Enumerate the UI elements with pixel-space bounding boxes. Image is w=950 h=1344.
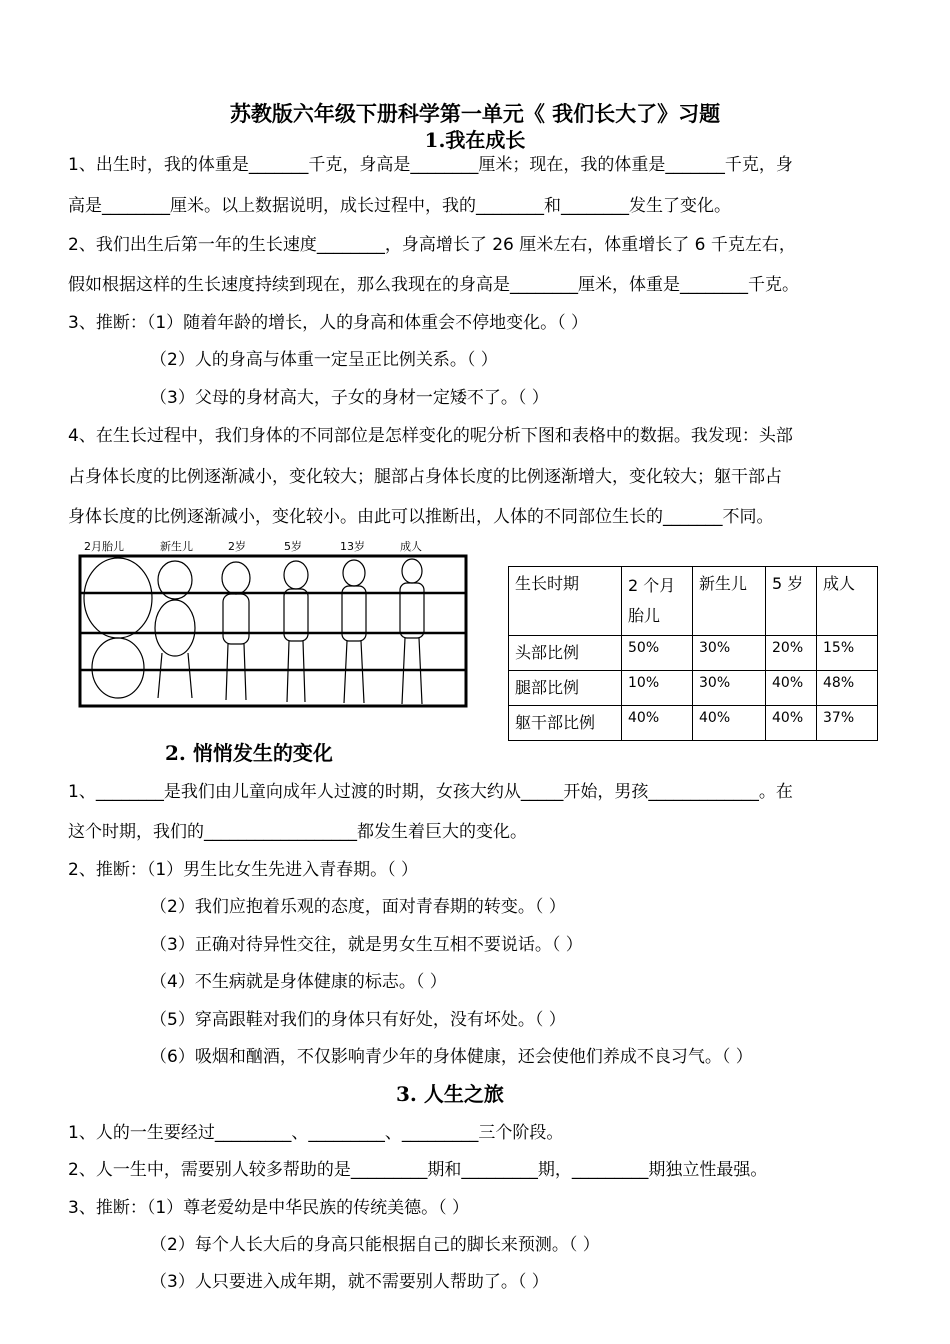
s3-line-5: （3）人只要进入成年期，就不需要别人帮助了。（ ） [150, 1272, 549, 1292]
s2-line-4: （2）我们应抱着乐观的态度，面对青春期的转变。（ ） [150, 897, 566, 917]
s2-line-1: 1、________是我们由儿童向成年人过渡的时期，女孩大约从_____开始，男孩_____________。在 [68, 782, 793, 802]
table-cell: 50% [622, 636, 693, 671]
table-cell: 40% [693, 706, 766, 741]
fig-label-2y: 2岁 [228, 540, 246, 553]
fig-label-13y: 13岁 [340, 540, 365, 553]
body-proportion-figure [78, 538, 470, 710]
s1-line-5: 3、推断：（1）随着年龄的增长，人的身高和体重会不停地变化。（ ） [68, 313, 589, 333]
table-cell: 躯干部比例 [509, 706, 622, 741]
table-row [509, 636, 878, 671]
s2-line-3: 2、推断：（1）男生比女生先进入青春期。（ ） [68, 860, 419, 880]
s3-line-1: 1、人的一生要经过_________、_________、_________三个阶段。 [68, 1123, 564, 1143]
fig-label-adult: 成人 [400, 540, 422, 553]
table-cell: 腿部比例 [509, 671, 622, 706]
s3-line-3: 3、推断：（1）尊老爱幼是中华民族的传统美德。（ ） [68, 1198, 470, 1218]
fig-label-fetus: 2月胎儿 [84, 540, 124, 553]
s1-line-4: 假如根据这样的生长速度持续到现在，那么我现在的身高是________厘米，体重是________千克。 [68, 275, 799, 295]
page-title: 苏教版六年级下册科学第一单元《 我们长大了》习题 [229, 101, 721, 126]
table-header: 生长时期 [509, 567, 622, 636]
section-1-heading: 1.我在成长 [424, 128, 526, 152]
growth-proportion-table [508, 566, 878, 741]
section-3-heading: 3. 人生之旅 [396, 1082, 504, 1106]
s1-line-7: （3）父母的身材高大，子女的身材一定矮不了。（ ） [150, 388, 549, 408]
s1-line-6: （2）人的身高与体重一定呈正比例关系。（ ） [150, 350, 498, 370]
fig-label-5y: 5岁 [284, 540, 302, 553]
fig-label-newborn: 新生儿 [160, 540, 193, 553]
s1-line-10: 身体长度的比例逐渐减小，变化较小。由此可以推断出，人体的不同部位生长的_______不同。 [68, 507, 774, 527]
s1-line-3: 2、我们出生后第一年的生长速度________，身高增长了 26 厘米左右，体重增长了 6 千克左右， [68, 235, 796, 255]
table-header: 5 岁 [766, 567, 817, 636]
table-cell: 30% [693, 636, 766, 671]
s1-line-9: 占身体长度的比例逐渐减小，变化较大；腿部占身体长度的比例逐渐增大，变化较大；躯干部占 [68, 467, 782, 487]
s3-line-2: 2、人一生中，需要别人较多帮助的是_________期和_________期，_________期独立性最强。 [68, 1160, 768, 1180]
table-header: 新生儿 [693, 567, 766, 636]
table-cell: 30% [693, 671, 766, 706]
s3-line-4: （2）每个人长大后的身高只能根据自己的脚长来预测。（ ） [150, 1235, 600, 1255]
table-cell: 40% [766, 706, 817, 741]
table-cell: 20% [766, 636, 817, 671]
table-header: 成人 [817, 567, 878, 636]
table-row [509, 671, 878, 706]
s1-line-8: 4、在生长过程中，我们身体的不同部位是怎样变化的呢分析下图和表格中的数据。我发现：头部 [68, 426, 793, 446]
s2-line-5: （3）正确对待异性交往，就是男女生互相不要说话。（ ） [150, 935, 583, 955]
table-cell: 48% [817, 671, 878, 706]
table-row [509, 706, 878, 741]
table-header-row [509, 567, 878, 636]
table-cell: 37% [817, 706, 878, 741]
table-cell: 40% [766, 671, 817, 706]
s1-line-2: 高是________厘米。以上数据说明，成长过程中，我的________和________发生了变化。 [68, 196, 731, 216]
s2-line-8: （6）吸烟和酗酒，不仅影响青少年的身体健康，还会使他们养成不良习气。（ ） [150, 1047, 753, 1067]
s1-line-1: 1、出生时，我的体重是_______千克，身高是________厘米；现在，我的体重是_______千克，身 [68, 155, 793, 175]
s2-line-6: （4）不生病就是身体健康的标志。（ ） [150, 972, 447, 992]
s2-line-2: 这个时期，我们的__________________都发生着巨大的变化。 [68, 822, 527, 842]
table-cell: 40% [622, 706, 693, 741]
s2-line-7: （5）穿高跟鞋对我们的身体只有好处，没有坏处。（ ） [150, 1010, 566, 1030]
table-cell: 10% [622, 671, 693, 706]
table-header: 2 个月 胎儿 [622, 567, 693, 636]
table-cell: 15% [817, 636, 878, 671]
section-2-heading: 2. 悄悄发生的变化 [165, 741, 333, 765]
table-cell: 头部比例 [509, 636, 622, 671]
